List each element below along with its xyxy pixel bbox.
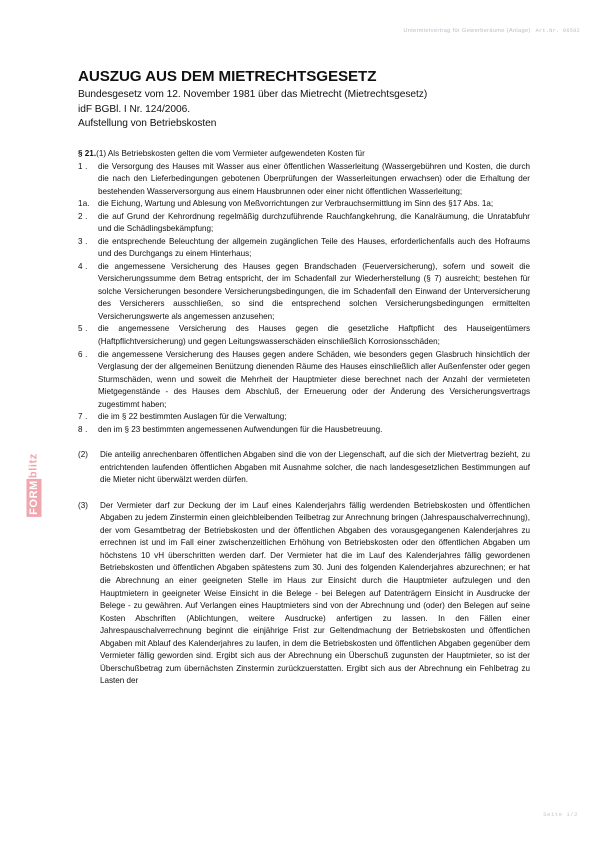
page-title: AUSZUG AUS DEM MIETRECHTSGESETZ [78, 68, 377, 85]
list-item-number: 3 . [78, 236, 88, 246]
list-item-text: die Versorgung des Hauses mit Wasser aus einer öffentlichen Wasserleitung (Wassergebühren und Kosten, die durch die nach den Lieferbedingungen gebotenen Überprüfungen der Wasserleitungen erwachsen) oder die Erhaltung der bestehenden Wasserversorgung aus einem Hausbrunnen oder einer nicht öffentlichen Wasserleitung; [98, 161, 530, 196]
list-item-text: die entsprechende Beleuchtung der allgemein zugänglichen Teile des Hauses, erforderlichenfalls auch des Hofraums und des Durchgangs zu einem Hinterhaus; [98, 236, 530, 259]
paragraph-3 [78, 500, 530, 688]
formblitz-watermark [27, 440, 41, 530]
list-item [78, 349, 530, 412]
list-item [78, 198, 530, 211]
list-item-text: den im § 23 bestimmten angemessenen Aufwendungen für die Hausbetreuung. [98, 424, 383, 434]
list-item [78, 261, 530, 324]
subtitle-line-3: Aufstellung von Betriebskosten [78, 118, 217, 130]
betriebskosten-list [78, 161, 530, 437]
list-item-number: 8 . [78, 424, 88, 434]
list-item-number: 6 . [78, 349, 88, 359]
document-header [0, 28, 580, 34]
list-item [78, 411, 530, 424]
paragraph-2 [78, 449, 530, 487]
section-number: § 21. [78, 149, 97, 158]
list-item-text: die angemessene Versicherung des Hauses gegen die gesetzliche Haftpflicht des Hauseigentümers (Haftpflichtversicherung) und gegen Leitungswasserschäden einschließlich Korrosionsschäden; [98, 324, 530, 346]
subtitle-line-1: Bundesgesetz vom 12. November 1981 über das Mietrecht (Mietrechtsgesetz) [78, 89, 428, 101]
legal-text-body [78, 148, 530, 688]
list-item-number: 7 . [78, 412, 88, 422]
list-item-text: die angemessene Versicherung des Hauses gegen Brandschaden (Feuerversicherung), sofern und soweit die Versicherungssumme dem Betrag entspricht, der im Schadenfall zur Wiederherstellung (§ 7) ausreicht; bestehen für solche Versicherungen besondere Versicherungsbedingungen, die im Schadenfall den Einwand der Unterversicherung des Versicherers ausschließen, so sind die entsprechend solchen Versicherungsbedingungen ermittelten Versicherungswerte als angemessen anzusehen; [98, 261, 530, 321]
watermark-form-text: FORM [27, 480, 40, 515]
section-lead-text: (1) Als Betriebskosten gelten die vom Vermieter aufgewendeten Kosten für [96, 149, 365, 158]
list-item [78, 161, 530, 199]
list-item-text: die angemessene Versicherung des Hauses gegen andere Schäden, wie besonders gegen Glasbruch hinsichtlich der Verglasung der der allgemeinen Benützung dienenden Räume des Hauses einschließlich aller Außenfenster oder gegen Sturmschäden, wenn und soweit die Mehrheit der Hauptmieter diese berechnet nach der Anzahl der vermieteten Mietgegenstände - des Hauses dem Abschluß, der Erneuerung oder der Änderung des Versicherungsvertrags zugestimmt haben; [98, 349, 530, 409]
document-header-label: Untermietvertrag für Gewerberäume (Anlage) [403, 28, 531, 34]
paragraph-number: (2) [78, 450, 88, 460]
list-item-text: die auf Grund der Kehrordnung regelmäßig durchzuführende Rauchfangkehrung, die Kanalräumung, die Unratabfuhr und die Schädlingsbekämpfung; [98, 211, 530, 234]
list-item-number: 2 . [78, 211, 88, 221]
paragraph-text: Die anteilig anrechenbaren öffentlichen Abgaben sind die von der Liegenschaft, auf die sich der Mietvertrag bezieht, zu entrichtenden laufenden öffentlichen Abgaben mit Ausnahme solcher, die nach landesgesetzlichen Bestimmungen auf die Mieter nicht überwälzt werden dürfen. [100, 450, 530, 485]
list-item [78, 236, 530, 261]
section-lead [78, 148, 530, 161]
list-item [78, 323, 530, 348]
list-item-text: die Eichung, Wartung und Ablesung von Meßvorrichtungen zur Verbrauchsermittlung im Sinn des §17 Abs. 1a; [98, 199, 494, 209]
list-item-number: 5 . [78, 324, 88, 334]
watermark-inner [29, 453, 40, 517]
paragraph-text: Der Vermieter darf zur Deckung der im Lauf eines Kalenderjahrs fällig werdenden Betriebskosten und öffentlichen Abgaben zu jedem Zinstermin einen gleichbleibenden Teilbetrag zur Anrechnung bringen (Jahrespauschalverrechnung), der vom Gesamtbetrag der Betriebskosten und der öffentlichen Abgaben des vorausgegangenen Kalenderjahres zu errechnen ist und im Fall einer zwischenzeitlichen Erhöhung von Betriebskosten oder den öffentlichen Abgaben um höchstens 10 vH überschritten werden darf. Der Vermieter hat die im Lauf des Kalenderjahres fällig gewordenen Betriebskosten und öffentlichen Abgaben spätestens zum 30. Juni des folgenden Kalenderjahres abzurechnen; er hat die Abrechnung an einer geeigneten Stelle im Haus zur Einsicht durch die Hauptmieter aufzulegen und den Hauptmietern in geeigneter Weise Einsicht in die Belege - bei Belegen auf Datenträgern Einsicht in Ausdrucke der Belege - zu gewähren. Auf Verlangen eines Hauptmieters sind von der Abrechnung und (oder) den Belegen auf seine Kosten Abschriften (Ablichtungen, weitere Ausdrucke) anfertigen zu lassen. In den Fällen einer Jahrespauschalverrechnung beginnt die einjährige Frist zur Geltendmachung der Betriebskosten und öffentlichen Abgaben mit Ablauf des Kalenderjahres zu laufen, in dem die Betriebskosten und öffentlichen Abgaben gegenüber dem Vermieter fällig geworden sind. Ergibt sich aus der Abrechnung ein Überschuß zugunsten der Hauptmieter, so ist der Überschußbetrag zum übernächsten Zinstermin zurückzuerstatten. Ergibt sich aus der Abrechnung ein Fehlbetrag zu Lasten der [100, 500, 530, 686]
list-item-text: die im § 22 bestimmten Auslagen für die Verwaltung; [98, 412, 287, 422]
document-article-number: Art.Nr. 96592 [535, 28, 580, 34]
watermark-blitz-text: blitz [27, 453, 40, 479]
page-footer: Seite 1/2 [543, 811, 578, 818]
list-item-number: 1 . [78, 161, 88, 171]
list-item [78, 211, 530, 236]
list-item-number: 1a. [78, 199, 90, 209]
list-item-number: 4 . [78, 261, 88, 271]
list-item [78, 424, 530, 437]
paragraph-number: (3) [78, 500, 88, 510]
title-block [78, 68, 538, 132]
subtitle-line-2: idF BGBl. I Nr. 124/2006. [78, 103, 191, 115]
